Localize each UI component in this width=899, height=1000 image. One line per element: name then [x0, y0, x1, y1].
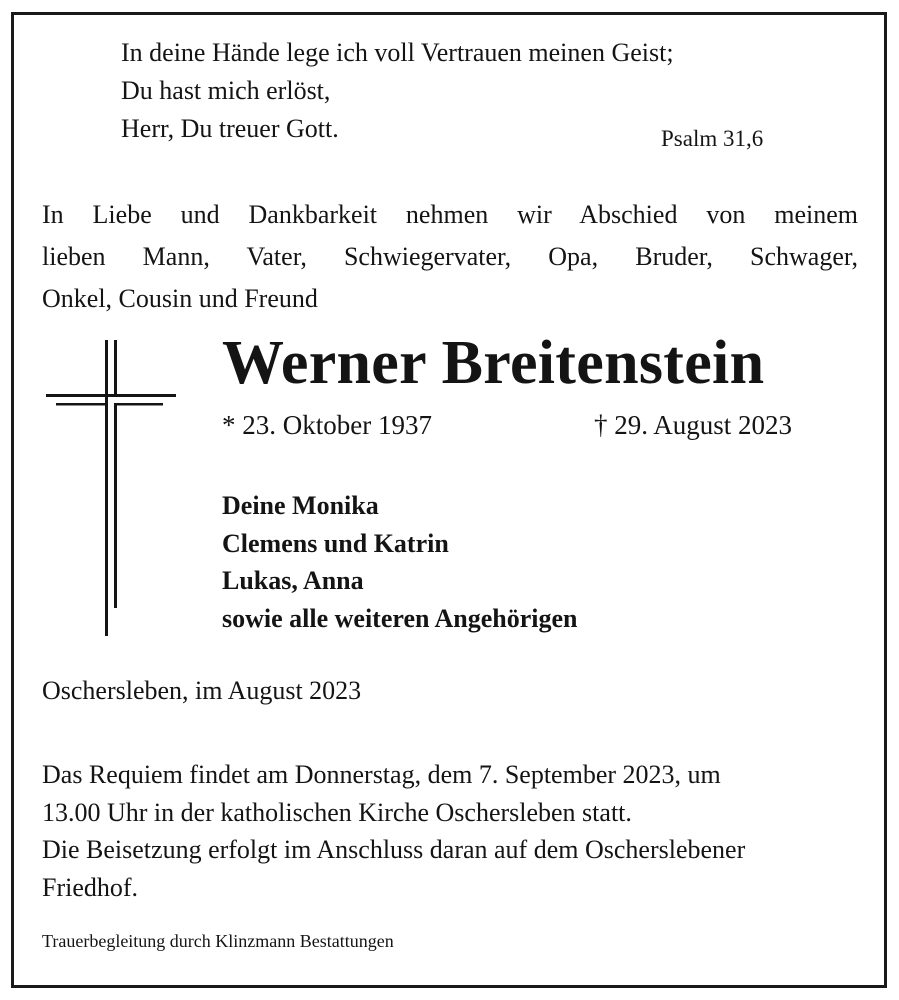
verse-line: Du hast mich erlöst,	[121, 76, 331, 105]
farewell-line: In Liebe und Dankbarkeit nehmen wir Abschied von meinem	[42, 200, 858, 229]
service-line: 13.00 Uhr in der katholischen Kirche Oschersleben statt.	[42, 797, 632, 827]
farewell-line: lieben Mann, Vater, Schwiegervater, Opa, Bruder, Schwager,	[42, 242, 858, 271]
mourner-name: Clemens und Katrin	[222, 528, 449, 558]
verse-line: Herr, Du treuer Gott.	[121, 114, 339, 143]
farewell-text	[42, 194, 858, 320]
mourner-name: sowie alle weiteren Angehörigen	[222, 603, 578, 633]
service-line: Die Beisetzung erfolgt im Anschluss daran auf dem Oscherslebener	[42, 835, 746, 864]
bible-verse	[121, 34, 674, 148]
birth-date: * 23. Oktober 1937	[222, 410, 432, 440]
service-info	[42, 756, 745, 906]
death-date: † 29. August 2023	[594, 410, 793, 440]
mourners-list	[222, 487, 578, 637]
deceased-name: Werner Breitenstein	[222, 329, 765, 397]
verse-reference: Psalm 31,6	[661, 126, 764, 151]
mourner-name: Deine Monika	[222, 491, 379, 520]
latin-cross-icon	[46, 340, 176, 636]
undertaker-credit: Trauerbegleitung durch Klinzmann Bestattungen	[42, 931, 394, 951]
service-line: Das Requiem findet am Donnerstag, dem 7. September 2023, um	[42, 760, 721, 789]
verse-line: In deine Hände lege ich voll Vertrauen meinen Geist;	[121, 38, 674, 67]
place-date: Oschersleben, im August 2023	[42, 676, 362, 705]
mourner-name: Lukas, Anna	[222, 566, 364, 595]
service-line: Friedhof.	[42, 872, 139, 902]
farewell-line: Onkel, Cousin und Freund	[42, 284, 318, 313]
